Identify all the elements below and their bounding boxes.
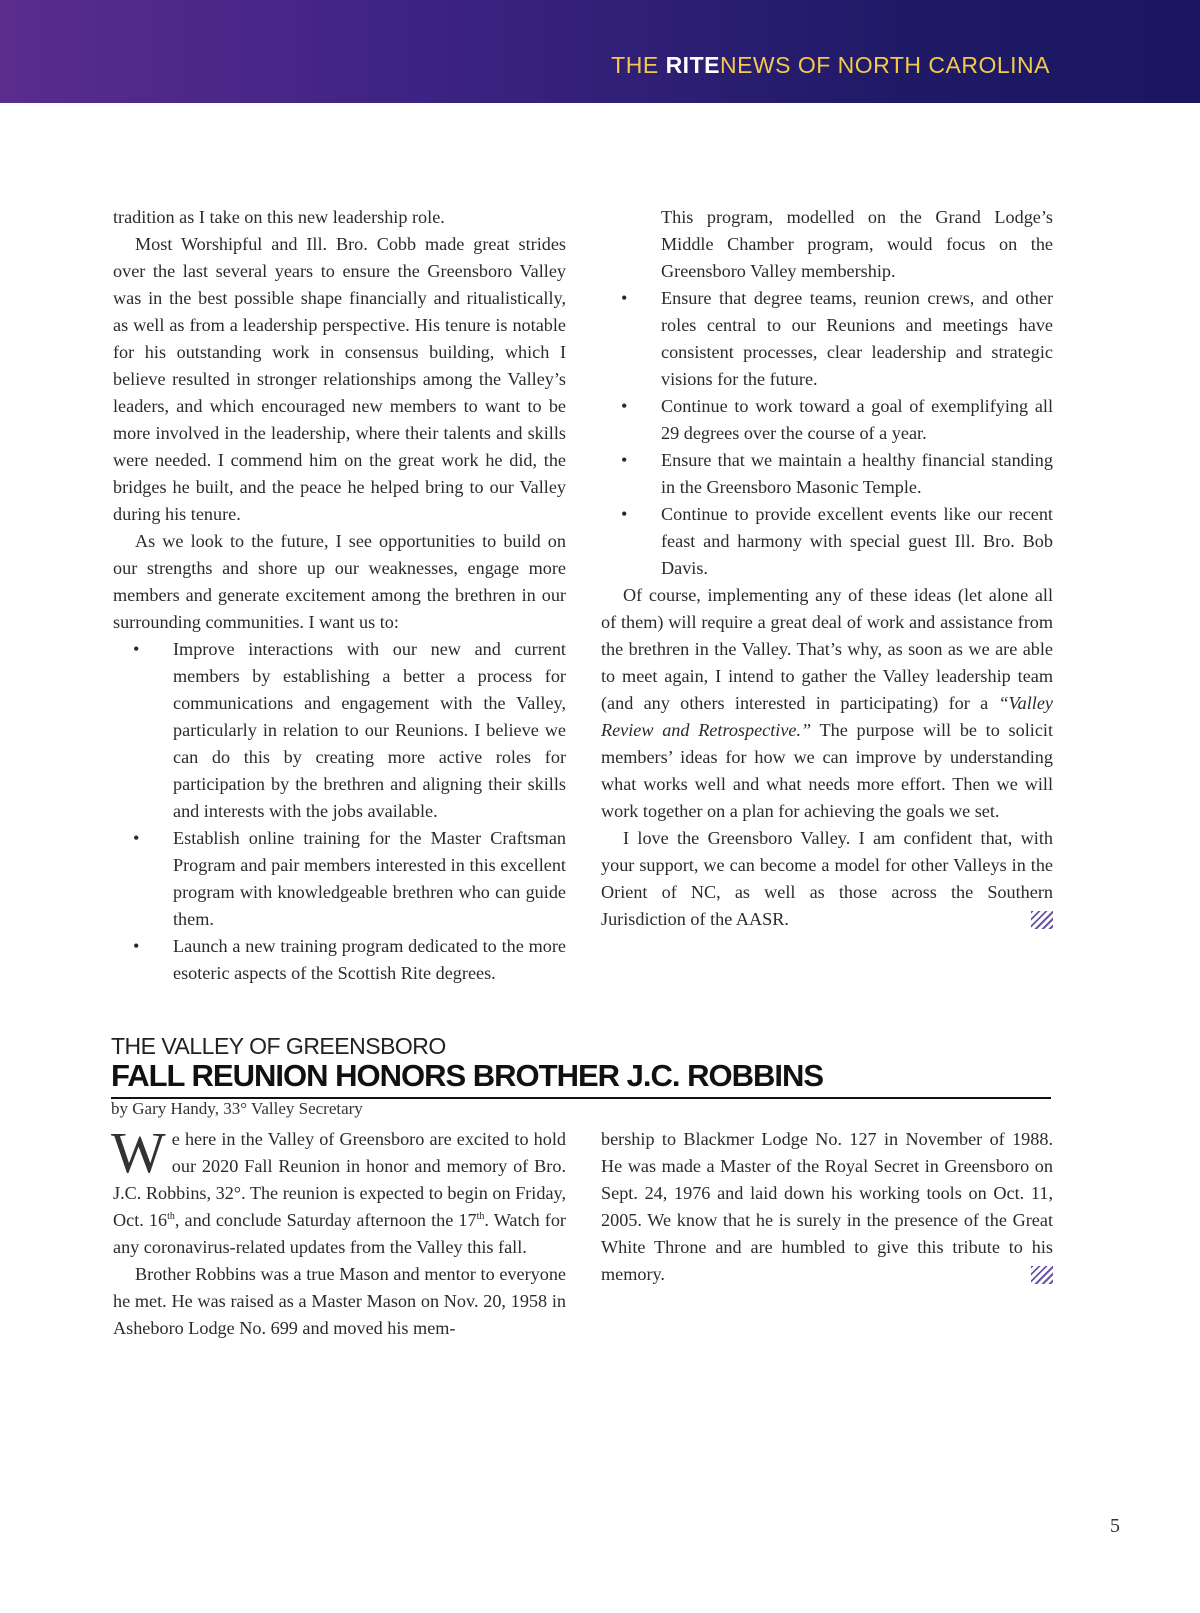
article1-paragraph: tradition as I take on this new leadership role. [113, 207, 445, 227]
article1-paragraph: Most Worshipful and Ill. Bro. Cobb made great strides over the last several years to ensure the Greensboro Valley was in the best possible shape financially and ritualistically, as well as from a leadership perspective. His tenure is notable for his outstanding work in consensus building, which I believe resulted in stronger relationships among the Valley’s leaders, and which encouraged new members to want to be more involved in the leadership, where their talents and skills were needed. I commend him on the great work he did, the bridges he built, and the peace he helped bring to our Valley during his tenure. [113, 234, 566, 524]
bullet-item: • Ensure that degree teams, reunion crews, and other roles central to our Reunions and meetings have consistent processes, clear leadership and strategic visions for the future. [601, 285, 1053, 393]
article1-paragraph [601, 825, 1053, 933]
page-number: 5 [1110, 1515, 1120, 1537]
drop-cap: W [111, 1120, 166, 1185]
title-prefix: THE [611, 52, 666, 78]
superscript: th [167, 1210, 175, 1222]
bullet-item: • Establish online training for the Master Craftsman Program and pair members interested in this excellent program with knowledgeable brethren who can guide them. [113, 825, 566, 933]
paragraph-text: Of course, implementing any of these ideas (let alone all of them) will require a great deal of work and assistance from the brethren in the Valley. That’s why, as soon as we are able to meet again, I intend to gather the Valley leadership team (and any others interested in participating) for a [601, 585, 1053, 713]
article2-paragraph: Brother Robbins was a true Mason and mentor to everyone he met. He was raised as a Master Mason on Nov. 20, 1958 in Asheboro Lodge No. 699 and moved his mem- [113, 1264, 566, 1338]
article1-left-column [113, 204, 566, 987]
paragraph-italic-text: “Valley Review and Retrospective.” [601, 693, 1053, 740]
end-of-article-icon [1031, 911, 1053, 929]
section-kicker: THE VALLEY OF GREENSBORO [111, 1033, 446, 1059]
article1-bullet-list-continued [601, 285, 1053, 582]
article2-left-column [111, 1120, 566, 1342]
title-rite: RITE [665, 52, 720, 78]
paragraph-text: . Watch for any coronavirus-related updates from the Valley this fall. [113, 1210, 566, 1257]
bullet-item: • Launch a new training program dedicated to the more esoteric aspects of the Scottish Rite degrees. [113, 933, 566, 987]
article-byline: by Gary Handy, 33° Valley Secretary [111, 1099, 363, 1118]
bullet-item: • Ensure that we maintain a healthy financial standing in the Greensboro Masonic Temple. [601, 447, 1053, 501]
paragraph-text: I love the Greensboro Valley. I am confident that, with your support, we can become a model for other Valleys in the Orient of NC, as well as those across the Southern Jurisdiction of the AASR. [601, 828, 1053, 929]
bullet-item: • Improve interactions with our new and current members by establishing a better a process for communications and engagement with the Valley, particularly in relation to our Reunions. I believe we can do this by creating more active roles for participation by the brethren and aligning their skills and interests with the jobs available. [113, 636, 566, 825]
article1-paragraph [601, 582, 1053, 825]
bullet-continuation: This program, modelled on the Grand Lodge’s Middle Chamber program, would focus on the Greensboro Valley membership. [661, 207, 1053, 281]
paragraph-text: e here in the Valley of Greensboro are excited to hold our 2020 Fall Reunion in honor and memory of Bro. J.C. Robbins, 32°. The reunion is expected to begin on Friday, Oct. 16 [113, 1129, 566, 1230]
title-suffix: NEWS OF NORTH CAROLINA [719, 52, 1050, 78]
bullet-item: • Continue to work toward a goal of exemplifying all 29 degrees over the course of a year. [601, 393, 1053, 447]
paragraph-text: , and conclude Saturday afternoon the 17 [174, 1210, 477, 1230]
article2-paragraph [111, 1120, 566, 1261]
article1-paragraph: As we look to the future, I see opportunities to build on our strengths and shore up our weaknesses, engage more members and generate excitement among the brethren in our surrounding communities. I want us to: [113, 531, 566, 632]
page-header [0, 0, 1200, 103]
article2-right-column [601, 1126, 1053, 1288]
end-of-article-icon [1031, 1266, 1053, 1284]
paragraph-text: The purpose will be to solicit members’ ideas for how we can improve by understanding what works well and what needs more effort. Then we will work together on a plan for achieving the goals we set. [601, 720, 1053, 821]
paragraph-text: bership to Blackmer Lodge No. 127 in November of 1988. He was made a Master of the Royal Secret in Greensboro on Sept. 24, 1976 and laid down his working tools on Oct. 11, 2005. We know that he is surely in the presence of the Great White Throne and are humbled to give this tribute to his memory. [601, 1129, 1053, 1284]
article-title: FALL REUNION HONORS BROTHER J.C. ROBBINS [111, 1057, 1051, 1099]
article2-paragraph [601, 1126, 1053, 1288]
publication-title [611, 52, 1050, 79]
bullet-item: • Continue to provide excellent events like our recent feast and harmony with special guest Ill. Bro. Bob Davis. [601, 501, 1053, 582]
article1-bullet-list [113, 636, 566, 987]
article1-right-column [601, 204, 1053, 933]
superscript: th [476, 1210, 485, 1222]
